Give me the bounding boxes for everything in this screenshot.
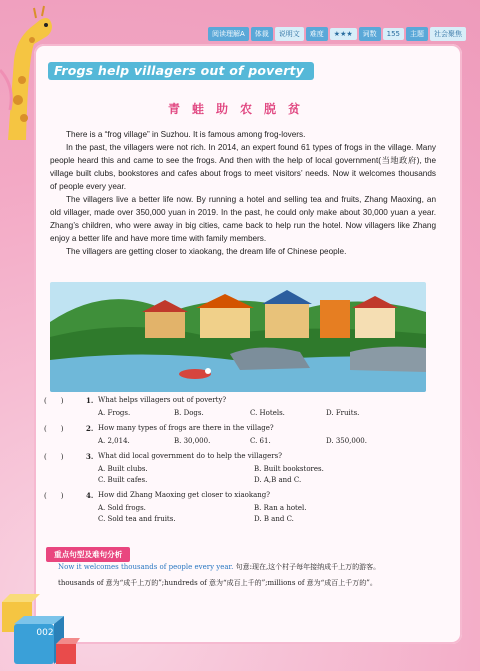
option: A. Built clubs. <box>98 465 148 473</box>
answer-blank[interactable]: ( ) <box>44 453 64 461</box>
notes-sentence <box>46 562 438 574</box>
page-number: 002 <box>36 628 54 638</box>
section-tag: 阅读理解A <box>208 27 249 41</box>
question-item <box>44 424 444 448</box>
genre-value: 说明文 <box>275 27 304 41</box>
village-illustration <box>50 282 426 392</box>
answer-blank[interactable]: ( ) <box>44 397 64 405</box>
option: C. Built cafes. <box>98 476 148 484</box>
article-paragraph: The villagers live a better life now. By running a hotel and selling tea and fruits, Zhang Maoxing, an old villager, made over 350,000 yuan in 2019. In the past, he could only make about 30,000 yuan a year. Zhang’s children, who were away in big cities, came back to help run the hotel. Now villagers like Zhang enjoy a better life and have more time with family members. <box>50 195 436 243</box>
notes-heading: 重点句型及难句分析 <box>46 547 130 562</box>
option: D. A,B and C. <box>254 476 302 484</box>
question-number: 4. <box>86 491 94 500</box>
option: B. Dogs. <box>174 409 204 417</box>
article-paragraph: In the past, the villagers were not rich. In 2014, an expert found 61 types of frogs in the village. Many people heard this and came to see the frogs. And then with the help of local government(当地政府), the village built clubs, bookstores and cafes about frogs to meet visitors’ needs. Now it welcomes thousands of people every year. <box>50 143 436 191</box>
option: C. Hotels. <box>250 409 285 417</box>
option: B. 30,000. <box>174 437 211 445</box>
question-number: 2. <box>86 424 94 433</box>
question-item <box>44 396 444 420</box>
question-stem: How did Zhang Maoxing get closer to xiaokang? <box>98 491 271 499</box>
question-list <box>44 396 444 530</box>
answer-blank[interactable]: ( ) <box>44 492 64 500</box>
theme-value: 社会聚焦 <box>430 27 466 41</box>
question-number: 1. <box>86 396 94 405</box>
key-sentence-en: Now it welcomes thousands of people every year. <box>58 563 234 571</box>
article-title-en: Frogs help villagers out of poverty <box>48 62 314 80</box>
article-body <box>50 128 436 258</box>
option: D. Fruits. <box>326 409 360 417</box>
question-stem: How many types of frogs are there in the village? <box>98 424 274 432</box>
info-bar <box>208 27 466 41</box>
word-count-label: 词数 <box>359 27 381 41</box>
option: A. 2,014. <box>98 437 130 445</box>
question-item <box>44 491 444 526</box>
theme-label: 主题 <box>406 27 428 41</box>
question-number: 3. <box>86 452 94 461</box>
option: A. Sold frogs. <box>98 504 146 512</box>
difficulty-value: ★★★ <box>330 28 357 40</box>
key-sentence-cn: 句意:现在,这个村子每年接纳成千上万的游客。 <box>233 563 381 571</box>
notes-explanation: thousands of 意为“成千上万的”;hundreds of 意为“成百上千的”;millions of 意为“成百上千万的”。 <box>58 578 377 587</box>
option: B. Built bookstores. <box>254 465 324 473</box>
difficulty-label: 难度 <box>306 27 328 41</box>
genre-label: 体裁 <box>251 27 273 41</box>
question-item <box>44 452 444 487</box>
option: D. 350,000. <box>326 437 367 445</box>
article-paragraph: There is a “frog village” in Suzhou. It is famous among frog-lovers. <box>66 130 306 139</box>
option: C. 61. <box>250 437 271 445</box>
article-paragraph: The villagers are getting closer to xiaokang, the dream life of Chinese people. <box>66 247 347 256</box>
answer-blank[interactable]: ( ) <box>44 425 64 433</box>
question-stem: What helps villagers out of poverty? <box>98 396 227 404</box>
article-title-cn: 青蛙助农脱贫 <box>167 102 312 116</box>
option: D. B and C. <box>254 515 294 523</box>
option: B. Ran a hotel. <box>254 504 307 512</box>
question-stem: What did local government do to help the villagers? <box>98 452 282 460</box>
notes-section <box>46 562 438 593</box>
option: C. Sold tea and fruits. <box>98 515 176 523</box>
option: A. Frogs. <box>98 409 131 417</box>
word-count-value: 155 <box>383 28 404 40</box>
